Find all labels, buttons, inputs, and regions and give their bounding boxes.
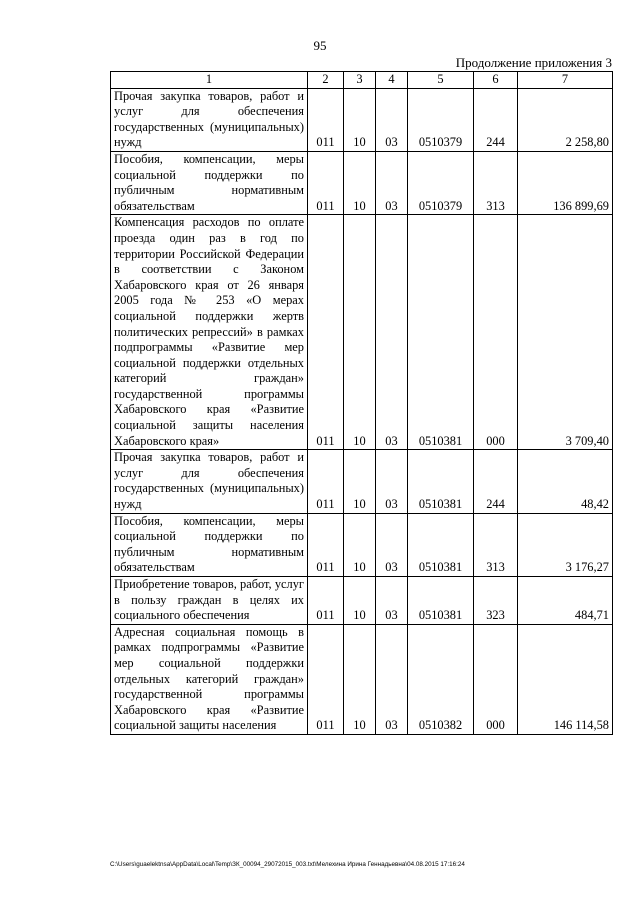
row-code-ministry: 011 (308, 88, 344, 151)
row-code-target: 0510381 (408, 513, 474, 576)
row-name: Пособия, компенсации, меры социальной поддержки по публичным нормативным обязательствам (111, 151, 308, 214)
row-name: Приобретение товаров, работ, услуг в пользу граждан в целях их социального обеспечения (111, 577, 308, 625)
header-col-7: 7 (518, 72, 613, 89)
row-amount: 2 258,80 (518, 88, 613, 151)
header-col-2: 2 (308, 72, 344, 89)
row-code-expense-type: 313 (474, 513, 518, 576)
table-row (111, 151, 613, 214)
row-code-ministry: 011 (308, 577, 344, 625)
table-row (111, 624, 613, 734)
header-col-5: 5 (408, 72, 474, 89)
row-name: Адресная социальная помощь в рамках подпрограммы «Развитие мер социальной поддержки отдельных категорий граждан» государственной программы Хабаровского края «Развитие социальной защиты населения (111, 624, 308, 734)
row-code-section: 10 (344, 215, 376, 450)
row-code-section: 10 (344, 624, 376, 734)
row-code-ministry: 011 (308, 513, 344, 576)
table-row (111, 577, 613, 625)
row-code-section: 10 (344, 577, 376, 625)
row-code-ministry: 011 (308, 450, 344, 513)
row-code-subsection: 03 (376, 624, 408, 734)
row-code-target: 0510379 (408, 88, 474, 151)
row-code-target: 0510379 (408, 151, 474, 214)
row-code-expense-type: 323 (474, 577, 518, 625)
row-amount: 3 709,40 (518, 215, 613, 450)
row-code-ministry: 011 (308, 624, 344, 734)
row-code-section: 10 (344, 450, 376, 513)
row-code-section: 10 (344, 88, 376, 151)
row-name: Прочая закупка товаров, работ и услуг для обеспечения государственных (муниципальных) нужд (111, 88, 308, 151)
table-header-row (111, 72, 613, 89)
row-name: Пособия, компенсации, меры социальной поддержки по публичным нормативным обязательствам (111, 513, 308, 576)
row-amount: 484,71 (518, 577, 613, 625)
row-code-expense-type: 313 (474, 151, 518, 214)
row-name: Компенсация расходов по оплате проезда один раз в год по территории Российской Федерации в соответствии с Законом Хабаровского края от 26 января 2005 года № 253 «О мерах социальной поддержки жертв политических репрессий» в рамках подпрограммы «Развитие мер социальной поддержки отдельных категорий граждан» государственной программы Хабаровского края «Развитие социальной защиты населения Хабаровского края» (111, 215, 308, 450)
continuation-label: Продолжение приложения 3 (455, 55, 612, 70)
row-code-subsection: 03 (376, 151, 408, 214)
page-number: 95 (313, 38, 327, 53)
row-amount: 136 899,69 (518, 151, 613, 214)
row-code-target: 0510381 (408, 577, 474, 625)
row-code-expense-type: 244 (474, 450, 518, 513)
row-code-expense-type: 000 (474, 215, 518, 450)
table-row (111, 215, 613, 450)
row-amount: 48,42 (518, 450, 613, 513)
row-code-subsection: 03 (376, 88, 408, 151)
row-code-section: 10 (344, 151, 376, 214)
row-code-ministry: 011 (308, 151, 344, 214)
row-code-expense-type: 000 (474, 624, 518, 734)
header-col-4: 4 (376, 72, 408, 89)
row-code-subsection: 03 (376, 577, 408, 625)
row-code-subsection: 03 (376, 450, 408, 513)
table-row (111, 450, 613, 513)
row-code-section: 10 (344, 513, 376, 576)
table-row (111, 88, 613, 151)
row-code-subsection: 03 (376, 513, 408, 576)
file-path-footer: C:\Users\guaelektnsa\AppData\Local\Temp\ЗК_00094_29072015_003.txt\Мелехина Ирина Геннадьевна\04.08.2015 17:16:24 (110, 861, 465, 868)
header-col-1: 1 (111, 72, 308, 89)
row-code-subsection: 03 (376, 215, 408, 450)
table-row (111, 513, 613, 576)
row-name: Прочая закупка товаров, работ и услуг для обеспечения государственных (муниципальных) нужд (111, 450, 308, 513)
row-code-expense-type: 244 (474, 88, 518, 151)
row-code-target: 0510382 (408, 624, 474, 734)
row-code-target: 0510381 (408, 450, 474, 513)
row-code-ministry: 011 (308, 215, 344, 450)
row-amount: 3 176,27 (518, 513, 613, 576)
budget-table (110, 71, 613, 735)
header-col-6: 6 (474, 72, 518, 89)
row-code-target: 0510381 (408, 215, 474, 450)
row-amount: 146 114,58 (518, 624, 613, 734)
header-col-3: 3 (344, 72, 376, 89)
